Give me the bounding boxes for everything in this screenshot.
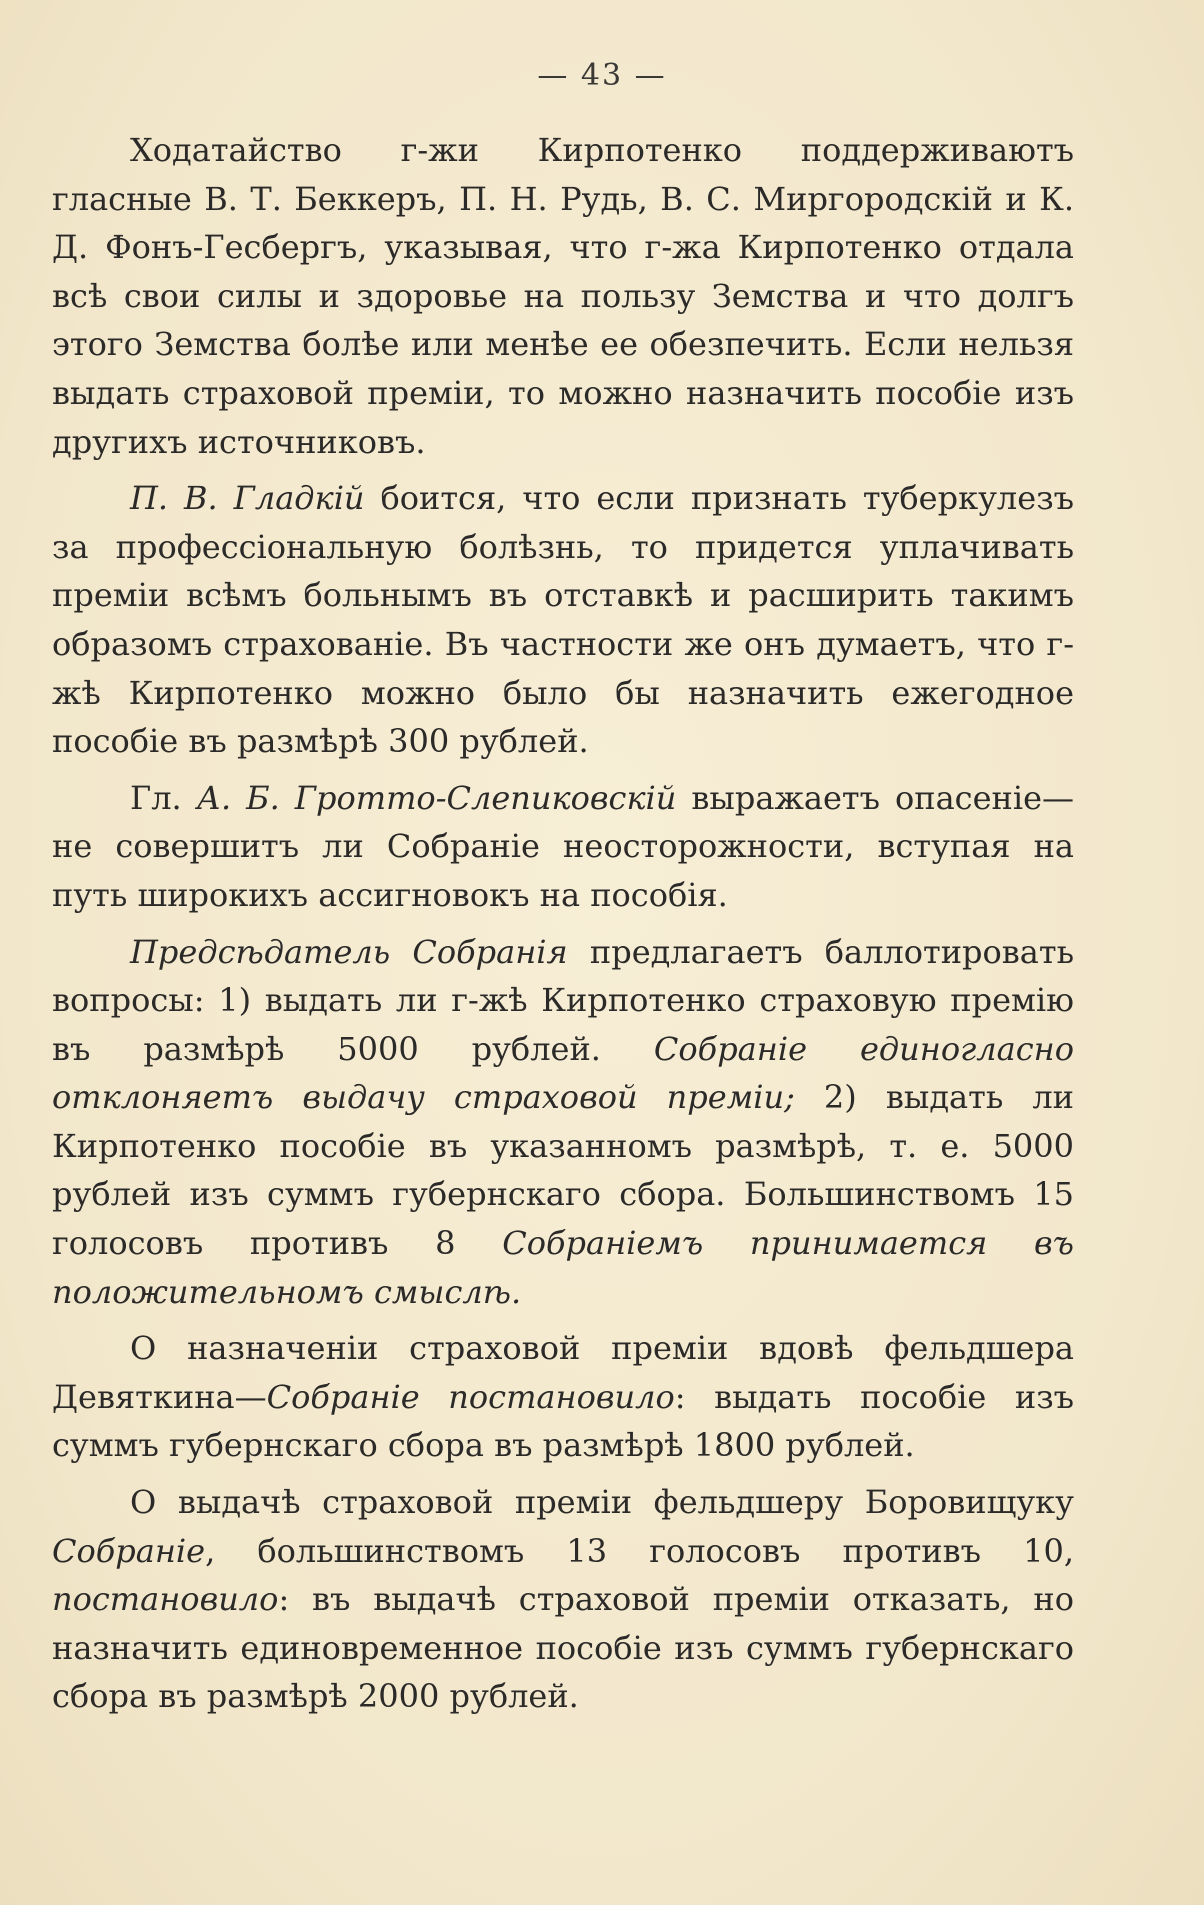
paragraph-text: , большинствомъ 13 голосовъ противъ 10, — [205, 1531, 1074, 1570]
paragraph-text: 2) выдать ли Кирпотенко пособіе въ указанномъ размѣрѣ, т. е. 5000 рублей изъ суммъ губернскаго сбора. Большинствомъ 15 голосовъ противъ 8 — [52, 1078, 1075, 1263]
paragraph-6 — [52, 1478, 1074, 1721]
resolution-italic: Собраніе единогласно отклоняетъ выдачу страховой преміи; — [52, 1029, 1075, 1117]
paragraph-5 — [52, 1324, 1074, 1470]
paragraph-text: : въ выдачѣ страховой преміи отказать, но назначить единовременное пособіе изъ суммъ губернскаго сбора въ размѣрѣ 2000 рублей. — [52, 1580, 1074, 1716]
paragraph-text: О выдачѣ страховой преміи фельдшеру Боровищуку — [130, 1483, 1074, 1522]
resolution-italic: Собраніемъ принимается въ положительномъ смыслѣ. — [52, 1224, 1074, 1311]
resolution-italic: постановило — [52, 1580, 279, 1619]
paragraph-2 — [52, 474, 1074, 766]
paragraph-text: предлагаетъ баллотировать вопросы: 1) выдать ли г-жѣ Кирпотенко страховую премію въ размѣрѣ 5000 рублей. — [52, 932, 1075, 1068]
paragraph-text: : выдать пособіе изъ суммъ губернскаго сбора въ размѣрѣ 1800 рублей. — [52, 1377, 1075, 1465]
paragraph-text: О назначеніи страховой преміи вдовѣ фельдшера Девяткина— — [52, 1329, 1074, 1416]
speaker-name-italic: Предсѣдатель Собранія — [130, 932, 568, 971]
speaker-name-italic: А. Б. Гротто-Слепиковскій — [196, 778, 677, 817]
body-text — [52, 126, 1074, 1721]
paragraph-text: Гл. — [130, 778, 197, 817]
paragraph-1 — [52, 126, 1074, 466]
paragraph-text: Ходатайство г-жи Кирпотенко поддерживаютъ гласные В. Т. Беккеръ, П. Н. Рудь, В. С. Миргородскій и К. Д. Фонъ-Гесбергъ, указывая, что г-жа Кирпотенко отдала всѣ свои силы и здоровье на пользу Земства и что долгъ этого Земства болѣе или менѣе ее обезпечить. Если нельзя выдать страховой преміи, то можно назначить пособіе изъ другихъ источниковъ. — [52, 131, 1074, 461]
resolution-italic: Собраніе — [52, 1531, 206, 1570]
paragraph-3 — [52, 774, 1074, 920]
paragraph-4 — [52, 928, 1074, 1317]
paragraph-text: выражаетъ опасеніе— не совершитъ ли Собраніе неосторожности, вступая на путь широкихъ ассигновокъ на пособія. — [52, 778, 1075, 914]
paragraph-text: боится, что если признать туберкулезъ за профессіональную болѣзнь, то придется уплачивать преміи всѣмъ больнымъ въ отставкѣ и расширить такимъ образомъ страхованіе. Въ частности же онъ думаетъ, что г-жѣ Кирпотенко можно было бы назначить ежегодное пособіе въ размѣрѣ 300 рублей. — [52, 479, 1075, 761]
page-number: — 43 — — [537, 58, 667, 93]
resolution-italic: Собраніе постановило — [266, 1377, 675, 1416]
speaker-name-italic: П. В. Гладкій — [130, 479, 365, 518]
